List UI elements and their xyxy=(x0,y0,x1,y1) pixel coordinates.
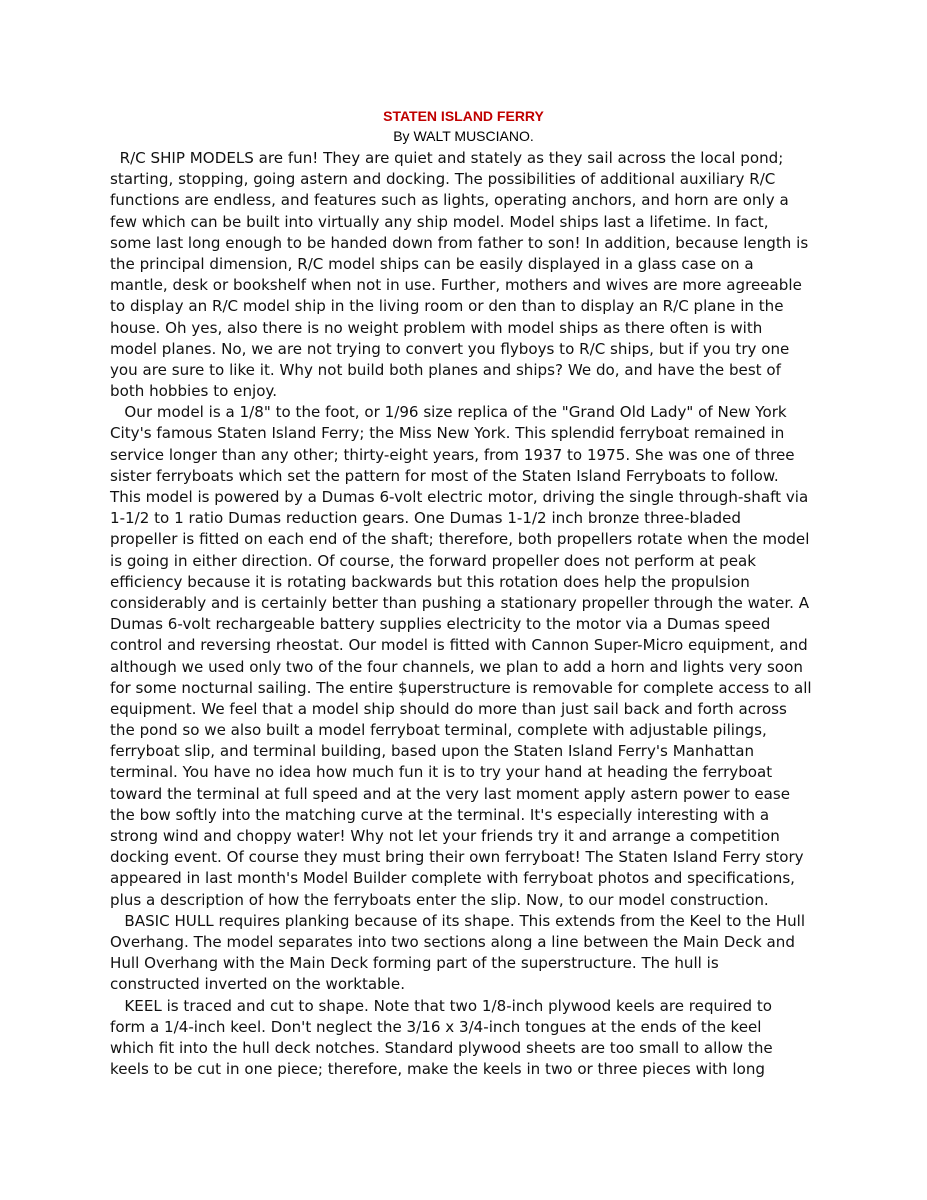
text-line: form a 1/4-inch keel. Don't neglect the 3/16 x 3/4-inch tongues at the ends of the keel xyxy=(110,1017,762,1036)
text-line: BASIC HULL requires planking because of its shape. This extends from the Keel to the Hull xyxy=(110,911,806,930)
text-line: service longer than any other; thirty-eight years, from 1937 to 1975. She was one of three xyxy=(110,445,795,464)
text-line: the pond so we also built a model ferryboat terminal, complete with adjustable pilings, xyxy=(110,721,767,740)
text-line: R/C SHIP MODELS are fun! They are quiet and stately as they sail across the local pond; xyxy=(110,149,784,167)
text-line: equipment. We feel that a model ship should do more than just sail back and forth across xyxy=(110,699,787,718)
text-line: constructed inverted on the worktable. xyxy=(110,975,406,994)
text-line: terminal. You have no idea how much fun it is to try your hand at heading the ferryboat xyxy=(110,763,773,782)
text-line: Hull Overhang with the Main Deck forming part of the superstructure. The hull is xyxy=(110,954,719,973)
text-line: mantle, desk or bookshelf when not in use. Further, mothers and wives are more agreeable xyxy=(110,276,802,295)
text-line: you are sure to like it. Why not build both planes and ships? We do, and have the best of xyxy=(110,360,781,379)
text-line: docking event. Of course they must bring their own ferryboat! The Staten Island Ferry story xyxy=(110,848,804,867)
text-line: 1-1/2 to 1 ratio Dumas reduction gears. One Dumas 1-1/2 inch bronze three-bladed xyxy=(110,509,741,528)
text-line: Our model is a 1/8" to the foot, or 1/96 size replica of the "Grand Old Lady" of New York xyxy=(110,403,787,422)
text-line: some last long enough to be handed down from father to son! In addition, because length is xyxy=(110,233,809,252)
article-title: STATEN ISLAND FERRY xyxy=(383,108,544,124)
text-line: plus a description of how the ferryboats enter the slip. Now, to our model construction. xyxy=(110,890,769,909)
text-line: Overhang. The model separates into two sections along a line between the Main Deck and xyxy=(110,932,795,951)
text-line: ferryboat slip, and terminal building, based upon the Staten Island Ferry's Manhattan xyxy=(110,742,755,761)
article-byline: By WALT MUSCIANO. xyxy=(393,128,534,144)
text-line: which fit into the hull deck notches. Standard plywood sheets are too small to allow the xyxy=(110,1038,773,1057)
text-line: propeller is fitted on each end of the shaft; therefore, both propellers rotate when the model xyxy=(110,530,810,549)
text-line: the principal dimension, R/C model ships can be easily displayed in a glass case on a xyxy=(110,254,754,273)
text-line: although we used only two of the four channels, we plan to add a horn and lights very soon xyxy=(110,657,803,676)
text-line: starting, stopping, going astern and docking. The possibilities of additional auxiliary R/C xyxy=(110,170,776,189)
text-line: is going in either direction. Of course, the forward propeller does not perform at peak xyxy=(110,551,757,570)
text-line: both hobbies to enjoy. xyxy=(110,382,278,401)
text-line: for some nocturnal sailing. The entire $uperstructure is removable for complete access to all xyxy=(110,678,812,697)
text-line: strong wind and choppy water! Why not let your friends try it and arrange a competition xyxy=(110,827,780,845)
article-body xyxy=(110,148,840,1080)
text-line: KEEL is traced and cut to shape. Note that two 1/8-inch plywood keels are required to xyxy=(110,996,772,1015)
text-line: appeared in last month's Model Builder complete with ferryboat photos and specifications, xyxy=(110,869,795,888)
text-line: toward the terminal at full speed and at the very last moment apply astern power to ease xyxy=(110,784,791,803)
text-line: City's famous Staten Island Ferry; the Miss New York. This splendid ferryboat remained in xyxy=(110,424,785,443)
article-header xyxy=(0,106,927,146)
text-line: considerably and is certainly better than pushing a stationary propeller through the water. A xyxy=(110,593,810,612)
text-line: house. Oh yes, also there is no weight problem with model ships as there often is with xyxy=(110,318,763,337)
text-line: model planes. No, we are not trying to convert you flyboys to R/C ships, but if you try one xyxy=(110,339,790,358)
text-line: sister ferryboats which set the pattern for most of the Staten Island Ferryboats to follow. xyxy=(110,466,779,485)
text-line: few which can be built into virtually any ship model. Model ships last a lifetime. In fact, xyxy=(110,212,769,231)
text-line: This model is powered by a Dumas 6-volt electric motor, driving the single through-shaft via xyxy=(110,488,809,506)
text-line: Dumas 6-volt rechargeable battery supplies electricity to the motor via a Dumas speed xyxy=(110,615,771,634)
text-line: keels to be cut in one piece; therefore, make the keels in two or three pieces with long xyxy=(110,1060,765,1079)
text-line: the bow softly into the matching curve at the terminal. It's especially interesting with a xyxy=(110,805,770,824)
text-line: efficiency because it is rotating backwards but this rotation does help the propulsion xyxy=(110,572,750,591)
text-line: functions are endless, and features such as lights, operating anchors, and horn are only a xyxy=(110,191,789,210)
text-line: to display an R/C model ship in the living room or den than to display an R/C plane in the xyxy=(110,297,784,316)
text-line: control and reversing rheostat. Our model is fitted with Cannon Super-Micro equipment, and xyxy=(110,636,808,655)
